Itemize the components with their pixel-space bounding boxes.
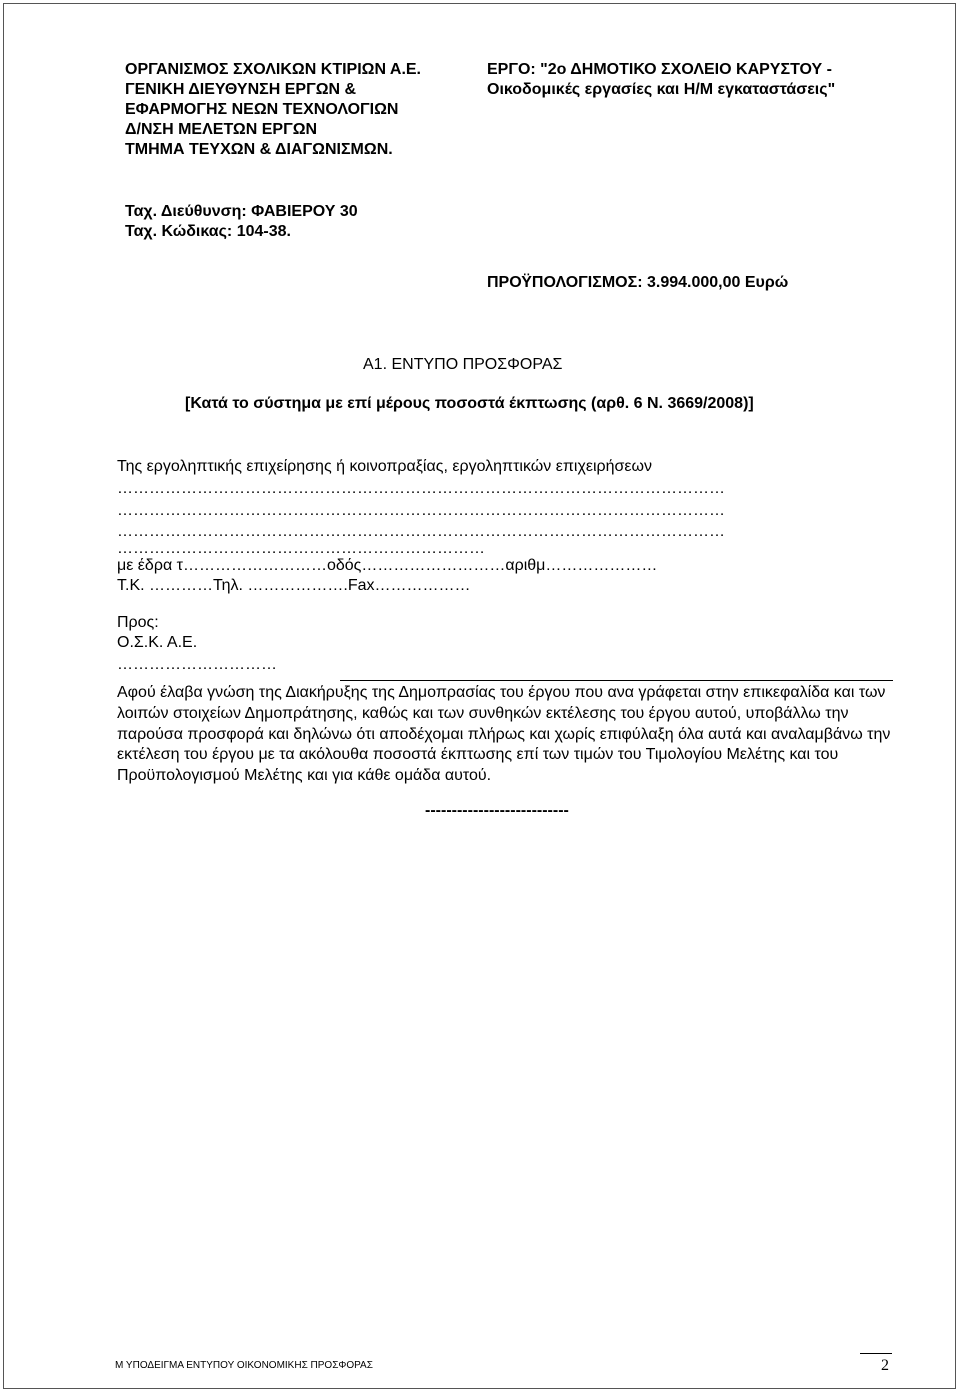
address-block	[125, 202, 358, 242]
blank-line-2: ……………………………………………………………………………………………………	[117, 502, 725, 519]
org-line-2: ΓΕΝΙΚΗ ΔΙΕΥΘΥΝΣΗ ΕΡΓΩΝ &	[125, 81, 357, 98]
address-street: Ταχ. Διεύθυνση: ΦΑΒΙΕΡΟΥ 30	[125, 203, 358, 220]
seat-street-number-line: με έδρα τ………………………οδός………………………αριθμ…………………	[117, 557, 658, 574]
budget-line: ΠΡΟΫΠΟΛΟΓΙΣΜΟΣ: 3.994.000,00 Ευρώ	[487, 274, 789, 291]
org-line-4: Δ/ΝΣΗ ΜΕΛΕΤΩΝ ΕΡΓΩΝ	[125, 121, 318, 138]
form-subtitle: [Κατά το σύστημα με επί μέρους ποσοστά έκπτωσης (αρθ. 6 Ν. 3669/2008)]	[185, 395, 754, 412]
declaration-paragraph: Αφού έλαβα γνώση της Διακήρυξης της Δημοπρασίας του έργου που ανα γράφεται στην επικεφαλίδα και των λοιπών στοιχείων Δημοπράτησης, καθώς και των συνθηκών εκτέλεσης του έργου αυτού, υποβάλλω την παρούσα προσφορά και δηλώνω ότι αποδέχομαι πλήρως και χωρίς επιφύλαξη όλα αυτά και αναλαμβάνω την εκτέλεση του έργου με τα ακόλουθα ποσοστά έκπτωσης επί των τιμών του Τιμολογίου Μελέτης και του Προϋπολογισμού Μελέτης και για κάθε ομάδα αυτού.	[117, 684, 891, 785]
footer-caption: Μ ΥΠΟΔΕΙΓΜΑ ΕΝΤΥΠΟΥ ΟΙΚΟΝΟΜΙΚΗΣ ΠΡΟΣΦΟΡΑΣ	[115, 1360, 373, 1371]
blank-line-3: ……………………………………………………………………………………………………	[117, 523, 725, 540]
dashed-separator: ---------------------------	[425, 802, 569, 819]
page-number: 2	[881, 1357, 889, 1374]
org-line-3: ΕΦΑΡΜΟΓΗΣ ΝΕΩΝ ΤΕΧΝΟΛΟΓΙΩΝ	[125, 101, 399, 118]
footer-rule	[860, 1353, 892, 1354]
form-title: Α1. ΕΝΤΥΠΟ ΠΡΟΣΦΟΡΑΣ	[363, 356, 563, 373]
org-line-1: ΟΡΓΑΝΙΣΜΟΣ ΣΧΟΛΙΚΩΝ ΚΤΙΡΙΩΝ Α.Ε.	[125, 61, 421, 78]
blank-line-4: ……………………………………………………………	[117, 540, 485, 557]
separator-rule	[340, 680, 893, 681]
organization-block	[125, 60, 421, 160]
bidder-intro: Της εργοληπτικής επιχείρησης ή κοινοπραξίας, εργοληπτικών επιχειρήσεων	[117, 458, 653, 475]
recipient-label: Προς:	[117, 614, 159, 631]
project-line-1: ΕΡΓΟ: "2ο ΔΗΜΟΤΙΚΟ ΣΧΟΛΕΙΟ ΚΑΡΥΣΤΟΥ -	[487, 61, 832, 78]
address-postcode: Ταχ. Κώδικας: 104-38.	[125, 223, 291, 240]
blank-line-1: ……………………………………………………………………………………………………	[117, 480, 725, 497]
project-line-2: Οικοδομικές εργασίες και Η/Μ εγκαταστάσεις"	[487, 81, 836, 98]
postcode-phone-fax-line: Τ.Κ. …………Τηλ. ……………….Fax………………	[117, 577, 471, 594]
project-block	[487, 60, 835, 100]
org-line-5: ΤΜΗΜΑ ΤΕΥΧΩΝ & ΔΙΑΓΩΝΙΣΜΩΝ.	[125, 141, 393, 158]
recipient-dots: …………………………	[117, 656, 277, 673]
recipient-name: Ο.Σ.Κ. Α.Ε.	[117, 634, 198, 651]
